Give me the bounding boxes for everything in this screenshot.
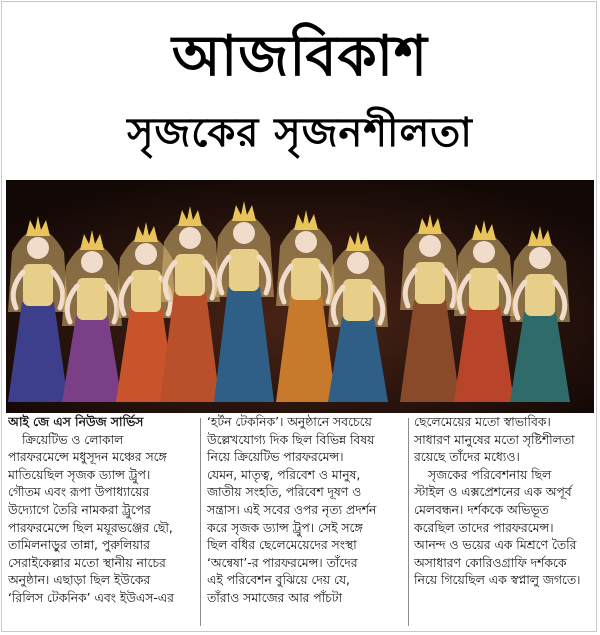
- article-line: উদ্যোগে তৈরি নামকরা ট্রুপের: [8, 502, 151, 517]
- article-line: ‘রিলিস টেকনিক’ এবং ইউএস-এর: [8, 590, 174, 605]
- headline: আজবিকাশ: [171, 24, 429, 89]
- article-line: ছিল বধির ছেলেমেয়েদের সংস্থা: [207, 538, 357, 553]
- dancer-figure: [400, 214, 460, 402]
- article-line: আনন্দ ও ভয়ের এক মিশ্রণে তৈরি: [414, 538, 577, 553]
- article-column-1: [8, 414, 194, 628]
- article-line: তাঁরাও সমাজের আর পাঁচটা: [207, 590, 343, 605]
- article-line: নিয়ে ক্রিয়েটিভ পারফরমেন্স।: [207, 450, 344, 465]
- article-line: গৌতম এবং রূপা উপাধ্যায়ের: [8, 485, 150, 500]
- article-line: মেলবন্ধন। দর্শককে অভিভূত: [414, 502, 549, 517]
- article-line: তামিলনাড়ুর তান্না, পুরুলিয়ার: [8, 538, 150, 553]
- dance-photo: [6, 180, 594, 413]
- column-rule: [200, 418, 201, 626]
- article-line: পারফরমেন্সে ছিল ময়ূরভঞ্জের ছৌ,: [8, 520, 173, 535]
- article-line: করেছিল তাদের পারফরমেন্স।: [414, 520, 554, 535]
- dancers-illustration: [6, 180, 594, 413]
- article-line: উল্লেখযোগ্য দিক ছিল বিভিন্ন বিষয়: [207, 432, 375, 447]
- article-line: নিয়ে গিয়েছিল এক স্বপ্নালু জগতে।: [414, 573, 581, 588]
- article-line: অসাধারণ কোরিওগ্রাফি দর্শককে: [414, 555, 567, 570]
- article-line: রয়েছে তাঁদের মধ্যেও।: [414, 450, 520, 465]
- article-line: জাতীয় সংহতি, পরিবেশ দূষণ ও: [207, 485, 362, 500]
- article-line: করে সৃজক ড্যান্স ট্রুপ। সেই সঙ্গে: [207, 520, 363, 535]
- article-line: মাতিয়েছিল সৃজক ড্যান্স ট্রুপ।: [8, 467, 151, 482]
- article-line: ‘অন্বেষা’-র পারফরমেন্স। তাঁদের: [207, 555, 358, 570]
- subheadline: সৃজকের সৃজনশীলতা: [127, 110, 473, 156]
- article-line: পারফরমেন্সে মধুসূদন মঞ্চের সঙ্গে: [8, 450, 167, 465]
- column-rule: [408, 418, 409, 626]
- article-line: ‘হর্টন টেকনিক’। অনুষ্ঠানে সবচেয়ে: [207, 415, 372, 429]
- article-line: এই পরিবেশন বুঝিয়ে দেয় যে,: [207, 573, 350, 588]
- article-line: স্টাইল ও এক্সপ্রেশনের এক অপূর্ব: [414, 485, 572, 500]
- article-column-3: [414, 414, 592, 628]
- dancer-figure: [276, 210, 336, 402]
- article-line: সন্ত্রাস। এই সবের ওপর নৃত্য প্রদর্শন: [207, 502, 377, 517]
- article-line: সাধারণ মানুষের মতো সৃষ্টিশীলতা: [414, 432, 575, 447]
- article-line: সেরাইকেল্লার মতো স্থানীয় নাচের: [8, 555, 166, 570]
- article-line: সৃজকের পরিবেশনায় ছিল: [428, 467, 552, 482]
- article-column-2: [207, 414, 403, 628]
- article-line: অনুষ্ঠান। এছাড়া ছিল ইউকের: [8, 573, 151, 588]
- byline: আই জে এস নিউজ সার্ভিস: [8, 415, 144, 429]
- article-line: ছেলেমেয়ের মতো স্বাভাবিক।: [414, 415, 551, 429]
- article-line: ক্রিয়েটিভ ও লোকাল: [22, 432, 124, 447]
- article-line: যেমন, মাতৃত্ব, পরিবেশ ও মানুষ,: [207, 467, 361, 482]
